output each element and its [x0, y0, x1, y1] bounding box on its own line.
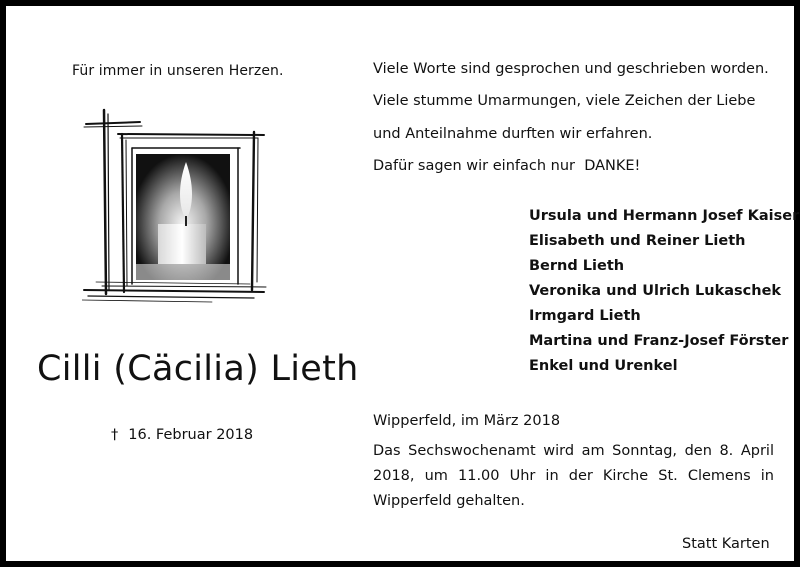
place-date: Wipperfeld, im März 2018 [373, 413, 561, 429]
signer: Elisabeth und Reiner Lieth [529, 233, 746, 249]
motto-text: Für immer in unseren Herzen. [72, 63, 284, 79]
death-date: 16. Februar 2018 [128, 427, 254, 443]
thanks-line: Viele stumme Umarmungen, viele Zeichen der Liebe [373, 93, 756, 110]
thanks-line: Dafür sagen wir einfach nur DANKE! [373, 157, 641, 174]
signer: Irmgard Lieth [529, 308, 641, 324]
mass-announcement: Das Sechswochenamt wird am Sonntag, den 8. April 2018, um 11.00 Uhr in der Kirche St. Clemens in Wipperfeld gehalten. [373, 443, 774, 509]
signers-list [529, 205, 799, 380]
signer: Ursula und Hermann Josef Kaiser [529, 208, 800, 224]
thanks-line: und Anteilnahme durften wir erfahren. [373, 125, 653, 142]
death-date-line [111, 427, 253, 443]
candle-cross-icon [82, 104, 268, 306]
cross-icon: † [111, 427, 119, 443]
thanks-line: Viele Worte sind gesprochen und geschrieben worden. [373, 61, 769, 77]
signer: Enkel und Urenkel [529, 358, 678, 374]
thanks-text [373, 58, 783, 187]
deceased-name: Cilli (Cäcilia) Lieth [37, 349, 359, 389]
signer: Veronika und Ulrich Lukaschek [529, 283, 782, 299]
signer: Martina und Franz-Josef Förster [529, 333, 789, 349]
signer: Bernd Lieth [529, 258, 625, 274]
footer-note: Statt Karten [682, 536, 770, 552]
